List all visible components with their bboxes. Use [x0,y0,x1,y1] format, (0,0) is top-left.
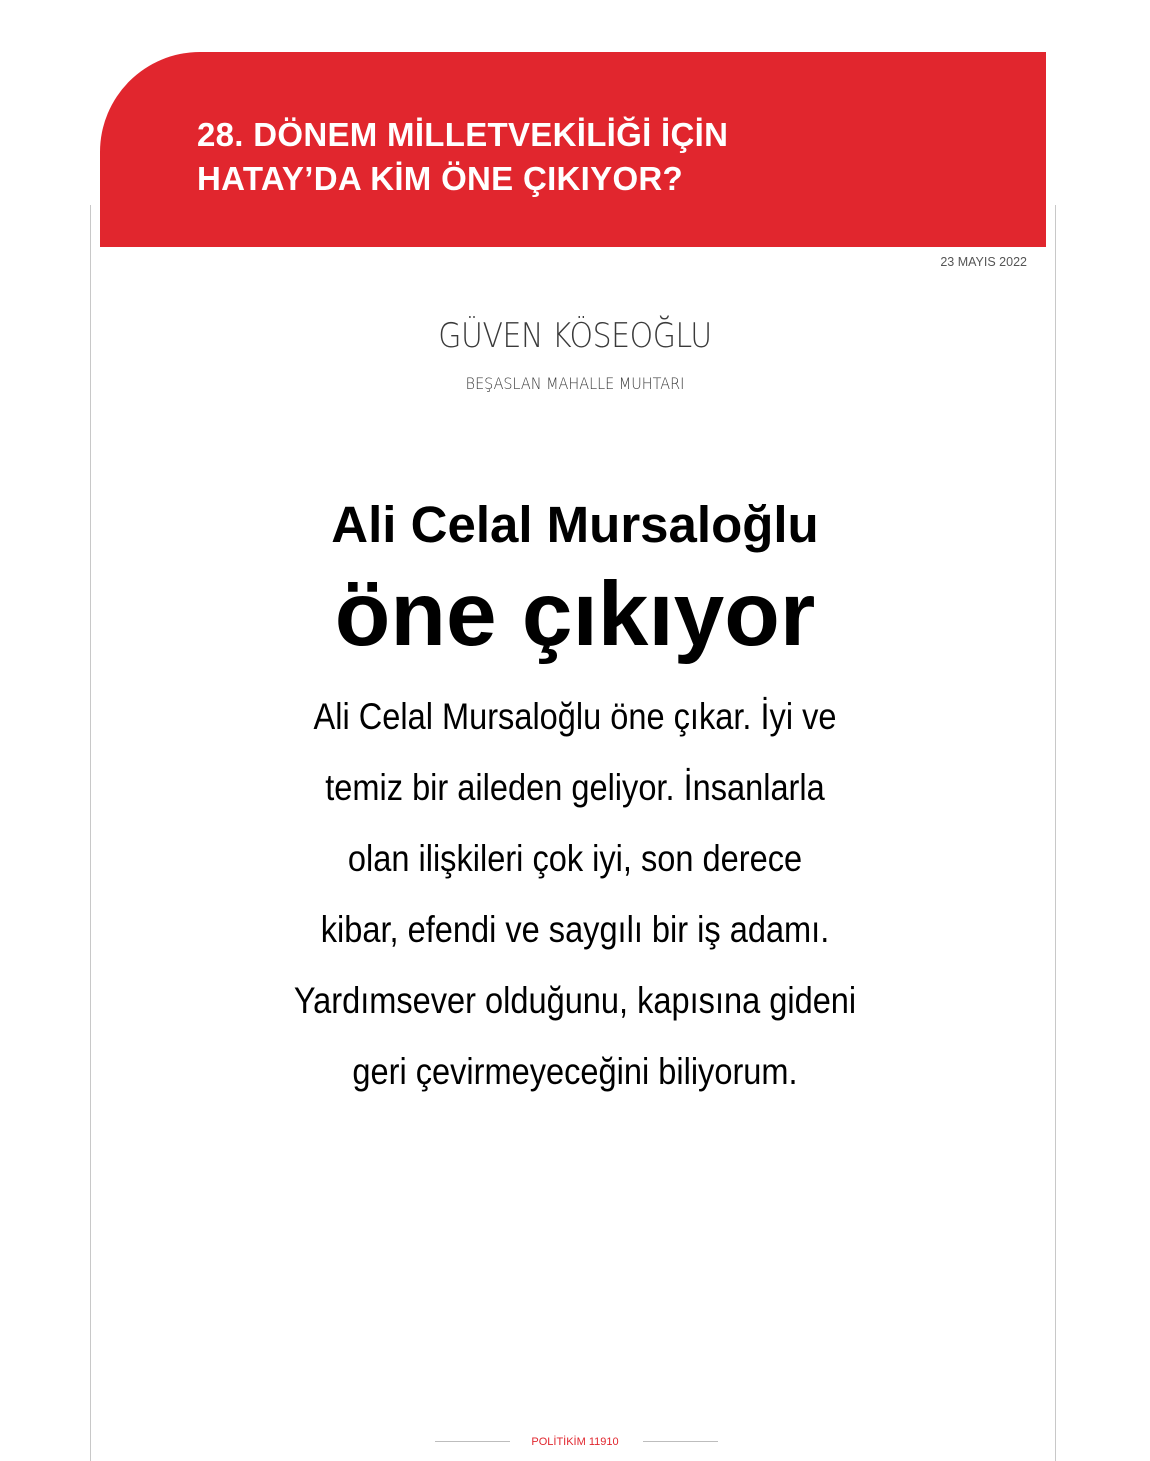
headline-line-1: Ali Celal Mursaloğlu [331,496,819,553]
quote-line: geri çevirmeyeceğini biliyorum. [352,1051,798,1092]
headline-line-2: öne çıkıyor [334,564,816,665]
quote-line: kibar, efendi ve saygılı bir iş adamı. [320,909,830,950]
author-title: BEŞASLAN MAHALLE MUHTARI [465,374,685,393]
banner-title-line-1: 28. DÖNEM MİLLETVEKİLİĞİ İÇİN [197,116,729,153]
author-name: GÜVEN KÖSEOĞLU [438,316,712,356]
quote-line: Ali Celal Mursaloğlu öne çıkar. İyi ve [313,696,837,737]
banner-title [197,113,1017,201]
footer-divider-right [643,1441,718,1442]
footer-label: POLİTİKİM 11910 [531,1436,619,1448]
quote-line: olan ilişkileri çok iyi, son derece [347,838,803,879]
quote-body [0,681,1150,1107]
quote-line: temiz bir aileden geliyor. İnsanlarla [325,767,825,808]
banner-title-line-2: HATAY’DA KİM ÖNE ÇIKIYOR? [197,160,684,197]
quote-line: Yardımsever olduğunu, kapısına gideni [293,980,857,1021]
publish-date: 23 MAYIS 2022 [940,255,1027,269]
